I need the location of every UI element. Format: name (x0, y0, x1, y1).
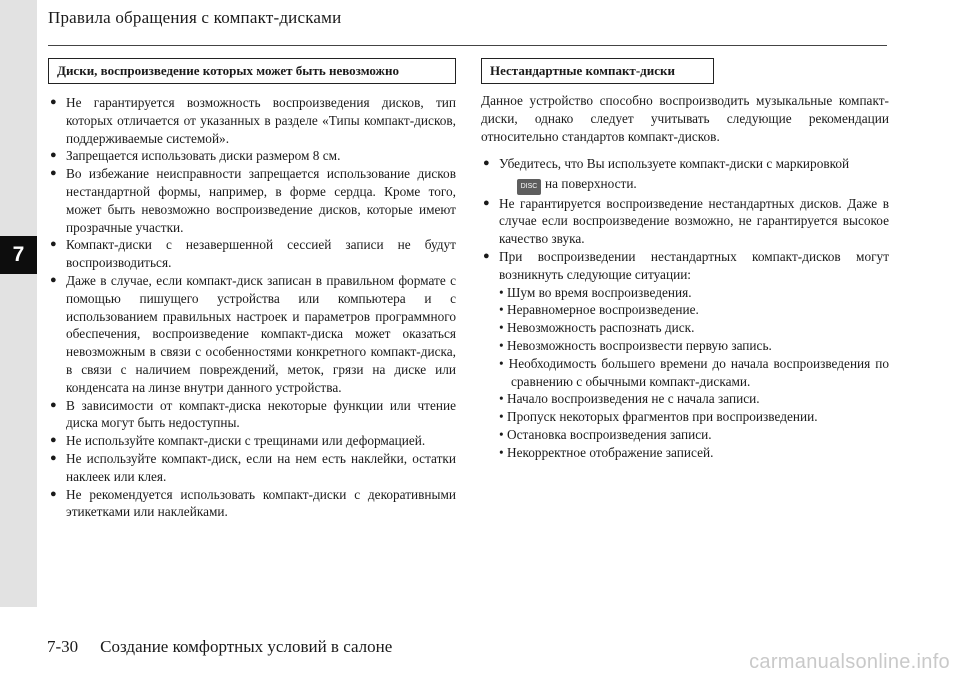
situation-item: • Невозможность распознать диск. (499, 320, 695, 336)
list-item: ● Не гарантируется воспроизведение нестандартных дисков. Даже в случае если воспроизведение возможно, не гарантируется высокое качество звука. (481, 195, 889, 248)
list-item: ● Во избежание неисправности запрещается использование дисков нестандартной формы, например, в форме сердца. Кроме того, может быть невозможно воспроизведение дисков, которые имеют прозрачные участки. (48, 165, 456, 236)
list-item: ● Не используйте компакт-диск, если на нем есть наклейки, остатки наклеек или клея. (48, 450, 456, 486)
list-item: ● Не используйте компакт-диски с трещинами или деформацией. (48, 432, 456, 450)
chapter-tab: 7 (0, 236, 37, 274)
page-title: Правила обращения с компакт-дисками (48, 8, 342, 27)
left-section-title: Диски, воспроизведение которых может быть невозможно (48, 58, 456, 84)
situation-item: • Начало воспроизведения не с начала записи. (499, 391, 760, 407)
right-intro-paragraph: Данное устройство способно воспроизводить музыкальные компакт-диски, однако следует учитывать следующие рекомендации относительно стандартов компакт-дисков. (481, 93, 889, 144)
situation-item: • Неравномерное воспроизведение. (499, 302, 699, 318)
footer-section-title: Создание комфортных условий в салоне (100, 637, 393, 656)
list-item: ● Даже в случае, если компакт-диск записан в правильном формате с помощью пишущего устройства или компьютера и с использованием правильных настроек и параметров программного обеспечения, воспроизведение компакт-диска может оказаться невозможным в связи с особенностями конкретного компакт-диска, в связи с наличием повреждений, меток, грязи на диске или конденсата на линзе внутри данного устройства. (48, 272, 456, 397)
header-divider (48, 45, 887, 46)
left-bullet-list (48, 94, 456, 521)
item-text: Убедитесь, что Вы используете компакт-диски с маркировкой (499, 156, 850, 172)
side-band (0, 0, 37, 607)
situation-item: • Некорректное отображение записей. (499, 444, 714, 460)
list-item: ● Компакт-диски с незавершенной сессией записи не будут воспроизводиться. (48, 236, 456, 272)
situation-item: • Необходимость большего времени до начала воспроизведения по сравнению с обычными компакт-дисками. (499, 355, 889, 389)
right-bullet-list (481, 155, 889, 461)
right-column (481, 58, 889, 462)
list-item: ● Не рекомендуется использовать компакт-диски с декоративными этикетками или наклейками. (48, 486, 456, 522)
situation-list (499, 284, 889, 462)
item-text: на поверхности. (545, 176, 637, 192)
list-item: ● Не гарантируется возможность воспроизведения дисков, тип которых отличается от указанных в разделе «Типы компакт-дисков, поддерживаемые системой». (48, 94, 456, 147)
page-footer (47, 637, 392, 657)
compact-disc-logo-icon: DISC (517, 179, 541, 195)
situation-item: • Остановка воспроизведения записи. (499, 427, 712, 442)
list-item (481, 155, 889, 194)
watermark: carmanualsonline.info (749, 651, 950, 673)
situation-item: • Пропуск некоторых фрагментов при воспроизведении. (499, 409, 818, 425)
list-item: ● В зависимости от компакт-диска некоторые функции или чтение диска могут быть недоступны. (48, 397, 456, 433)
item-text: При воспроизведении нестандартных компакт-дисков могут возникнуть следующие ситуации: (499, 249, 889, 282)
left-column (48, 58, 456, 521)
logo-line (499, 175, 889, 194)
list-item: ● Запрещается использовать диски размером 8 см. (48, 147, 456, 165)
page-number: 7-30 (47, 637, 79, 656)
situation-item: • Шум во время воспроизведения. (499, 284, 692, 300)
list-item (481, 248, 889, 462)
situation-item: • Невозможность воспроизвести первую запись. (499, 338, 772, 354)
right-section-title: Нестандартные компакт-диски (481, 58, 714, 84)
